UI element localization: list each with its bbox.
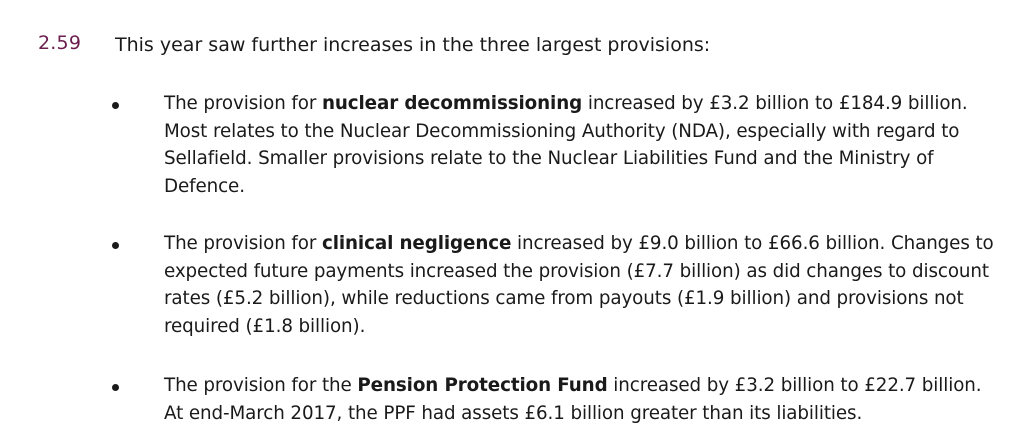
bullet-keyword: Pension Protection Fund	[357, 375, 608, 396]
bullet-icon	[112, 102, 119, 109]
bullet-keyword: nuclear decommissioning	[321, 93, 583, 114]
bullet-icon	[112, 242, 119, 249]
bullet-text	[164, 230, 994, 340]
bullet-text-pre: The provision for	[164, 93, 322, 114]
bullet-text-post: increased by £3.2 billion to £22.7 billion. At end-March 2017, the PPF had assets £6.1 billion greater than its liabilities.	[164, 375, 982, 424]
bullet-icon	[112, 384, 119, 391]
bullet-text	[164, 372, 994, 427]
bullet-text-post: increased by £3.2 billion to £184.9 billion. Most relates to the Nuclear Decommissioning Authority (NDA), especially with regard to Sellafield. Smaller provisions relate to the Nuclear Liabilities Fund and the Ministry of Defence.	[164, 93, 968, 197]
bullet-text-pre: The provision for	[164, 233, 322, 254]
bullet-text	[164, 90, 994, 200]
bullet-text-post: increased by £9.0 billion to £66.6 billion. Changes to expected future payments increased the provision (£7.7 billion) as did changes to discount rates (£5.2 billion), while reductions came from payouts (£1.9 billion) and provisions not required (£1.8 billion).	[164, 233, 994, 337]
paragraph-number: 2.59	[38, 32, 82, 54]
paragraph-intro: This year saw further increases in the three largest provisions:	[115, 34, 711, 56]
bullet-text-pre: The provision for the	[164, 375, 358, 396]
bullet-keyword: clinical negligence	[321, 233, 512, 254]
